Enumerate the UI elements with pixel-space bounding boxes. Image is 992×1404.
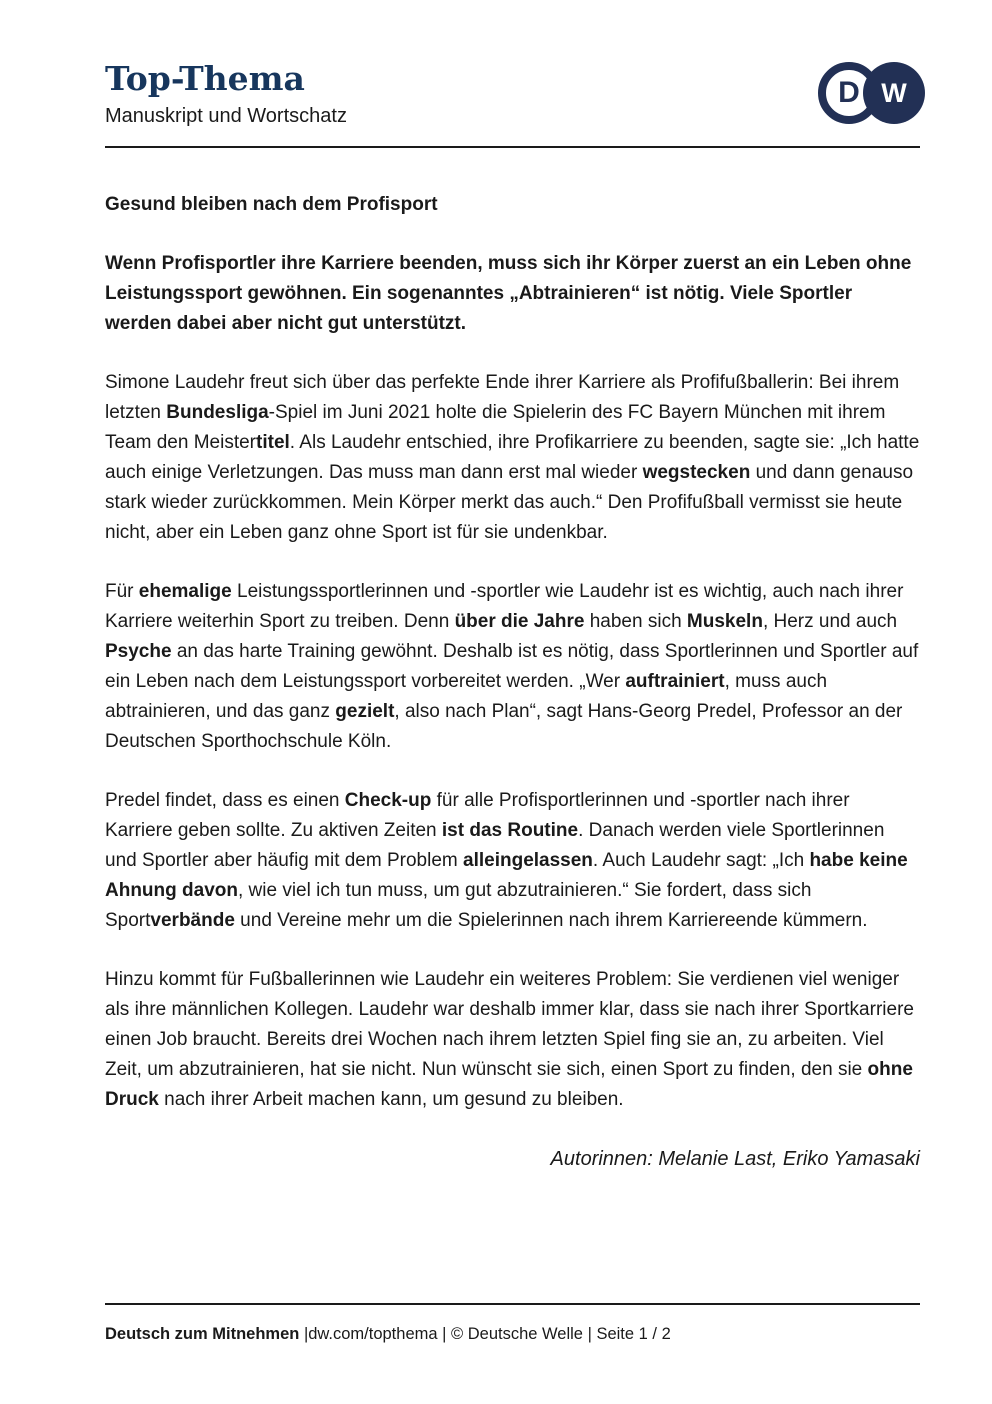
bold-text-run: wegstecken xyxy=(642,462,751,483)
bold-text-run: gezielt xyxy=(335,701,395,722)
text-run: , muss auch abtrainieren, und das ganz xyxy=(105,671,828,722)
text-run: -Spiel im Juni 2021 holte die Spielerin des FC Bayern München mit ihrem Team den Meister xyxy=(105,402,886,453)
page-header xyxy=(0,0,992,129)
bold-text-run: ohne Druck xyxy=(105,1059,913,1110)
bold-text-run: Muskeln xyxy=(686,611,763,632)
dw-logo-w-circle-icon xyxy=(863,62,925,124)
dw-logo-d-letter: D xyxy=(838,76,860,109)
bold-text-run: habe keine Ahnung davon xyxy=(105,850,908,901)
bold-text-run: über die Jahre xyxy=(454,611,585,632)
text-run: für alle Profisportlerinnen und -sportler nach ihrer Karriere geben sollte. Zu aktiven Zeiten xyxy=(105,790,850,841)
article-paragraph xyxy=(105,786,920,936)
bold-text-run: alleingelassen xyxy=(463,850,593,871)
bold-text-run: Deutsch zum Mitnehmen xyxy=(105,1325,304,1343)
text-run: . Auch Laudehr sagt: „Ich xyxy=(592,850,810,871)
header-titles xyxy=(105,60,347,129)
footer-divider xyxy=(105,1303,920,1305)
author-line: Autorinnen: Melanie Last, Eriko Yamasaki xyxy=(550,1148,920,1170)
text-run: Simone Laudehr freut sich über das perfekte Ende ihrer Karriere als Profifußballerin: Bei ihrem letzten xyxy=(105,372,900,423)
page-subtitle: Manuskript und Wortschatz xyxy=(105,105,347,127)
bold-text-run: ehemalige xyxy=(138,581,232,602)
text-run: , also nach Plan“, sagt Hans-Georg Predel, Professor an der Deutschen Sporthochschule Köln. xyxy=(105,701,903,752)
footer-text xyxy=(105,1322,920,1346)
text-run: und dann genauso stark wieder zurückkommen. Mein Körper merkt das auch.“ Den Profifußball vermisst sie heute nicht, aber ein Leben ganz ohne Sport ist für sie undenkbar. xyxy=(105,462,914,543)
article-body xyxy=(105,249,920,1115)
bold-text-run: verbände xyxy=(150,910,235,931)
article-heading: Gesund bleiben nach dem Profisport xyxy=(105,194,438,215)
text-run: , Herz und auch xyxy=(762,611,898,632)
text-run: an das harte Training gewöhnt. Deshalb ist es nötig, dass Sportlerinnen und Sportler auf ein Leben nach dem Leistungssport vorbereitet werden. „Wer xyxy=(105,641,919,692)
article-paragraph xyxy=(105,577,920,757)
text-run: |dw.com/topthema | © Deutsche Welle | Seite 1 / 2 xyxy=(303,1325,671,1343)
dw-logo-w-letter: W xyxy=(881,77,907,108)
article-paragraph xyxy=(105,368,920,548)
bold-text-run: titel xyxy=(256,432,290,453)
article-paragraph xyxy=(105,249,920,339)
text-run: haben sich xyxy=(584,611,687,632)
text-run: nach ihrer Arbeit machen kann, um gesund zu bleiben. xyxy=(158,1089,624,1110)
text-run: und Vereine mehr um die Spielerinnen nach ihrem Karriereende kümmern. xyxy=(234,910,868,931)
bold-text-run: ist das Routine xyxy=(441,820,579,841)
text-run: Predel findet, dass es einen xyxy=(105,790,345,811)
bold-text-run: auftrainiert xyxy=(625,671,725,692)
text-run: , wie viel ich tun muss, um gut abzutrainieren.“ Sie fordert, dass sich Sport xyxy=(105,880,812,931)
text-run: . Danach werden viele Sportlerinnen und Sportler aber häufig mit dem Problem xyxy=(105,820,885,871)
text-run: Für xyxy=(105,581,139,602)
bold-text-run: Bundesliga xyxy=(166,402,269,423)
text-run: Hinzu kommt für Fußballerinnen wie Laudehr ein weiteres Problem: Sie verdienen viel weniger als ihre männlichen Kollegen. Laudehr war deshalb immer klar, dass sie nach ihrer Sportkarriere einen Job braucht. Bereits drei Wochen nach ihrem letzten Spiel fing sie an, zu arbeiten. Viel Zeit, um abzutrainieren, hat sie nicht. Nun wünscht sie sich, einen Sport zu finden, den sie xyxy=(105,969,914,1080)
article-content xyxy=(0,148,992,1174)
bold-text-run: Check-up xyxy=(344,790,432,811)
text-run: . Als Laudehr entschied, ihre Profikarriere zu beenden, sagte sie: „Ich hatte auch einige Verletzungen. Das muss man dann erst mal wieder xyxy=(105,432,920,483)
article-paragraph xyxy=(105,965,920,1115)
bold-text-run: Psyche xyxy=(105,641,172,662)
dw-logo xyxy=(818,62,925,124)
text-run: Leistungssportlerinnen und -sportler wie Laudehr ist es wichtig, auch nach ihrer Karriere weiterhin Sport zu treiben. Denn xyxy=(105,581,904,632)
bold-text-run: Wenn Profisportler ihre Karriere beenden, muss sich ihr Körper zuerst an ein Leben ohne Leistungssport gewöhnen. Ein sogenanntes „Abtrainieren“ ist nötig. Viele Sportler werden dabei aber nicht gut unterstützt. xyxy=(105,253,912,334)
page-title: Top-Thema xyxy=(105,59,305,98)
